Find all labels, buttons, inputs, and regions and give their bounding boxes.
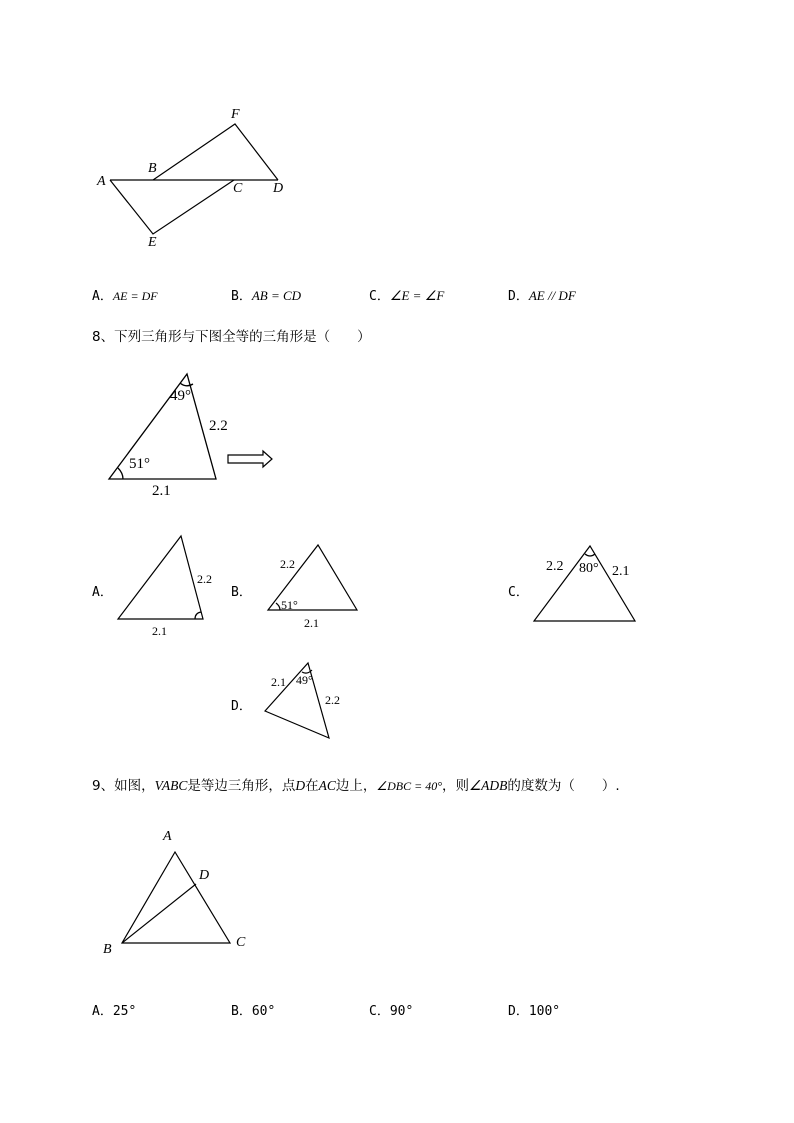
q8-option-d-side-left: 2.1 (271, 675, 286, 689)
q9-option-d[interactable] (508, 1000, 560, 1019)
q8-option-c[interactable]: C． (508, 585, 529, 600)
q8-option-b[interactable]: B． (231, 585, 252, 600)
q8-option-b-side-left: 2.2 (280, 557, 295, 571)
q9-option-a[interactable] (92, 1000, 136, 1019)
q9-stem-prefix: 9、如图， (92, 778, 155, 794)
q8-option-b-angle: 51° (281, 598, 298, 612)
q8-option-d-side-right: 2.2 (325, 693, 340, 707)
q9-option-c-letter: C． (369, 1004, 390, 1019)
q8-option-a-side-bottom: 2.1 (152, 624, 167, 638)
q9-option-c[interactable] (369, 1000, 413, 1019)
q9-label-d: D (199, 868, 210, 883)
q7-label-a: A (97, 174, 106, 189)
q9-stem-mid1: 是等边三角形，点 (187, 778, 296, 794)
q8-main-angle-left: 51° (129, 456, 150, 472)
q9-given-angle: ∠DBC = 40° (376, 779, 443, 793)
q7-label-e: E (148, 235, 157, 250)
q9-option-b-letter: B． (231, 1004, 252, 1019)
q8-option-a[interactable]: A． (92, 585, 113, 600)
q7-label-f: F (231, 107, 240, 122)
q9-stem-mid4: ，则 (442, 778, 470, 794)
q7-option-a-letter: A． (92, 289, 113, 304)
q8-option-c-side-left: 2.2 (546, 559, 564, 574)
q9-option-d-text: 100° (528, 1004, 561, 1019)
q7-label-d: D (273, 181, 284, 196)
q9-option-d-letter: D． (508, 1004, 529, 1019)
q9-option-b[interactable] (231, 1000, 275, 1019)
q8-main-side-bottom: 2.1 (152, 483, 171, 499)
q8-main-side-right: 2.2 (209, 418, 228, 434)
q7-option-a-text: AE = DF (112, 289, 158, 303)
q8-option-d[interactable]: D． (231, 699, 252, 714)
q8-option-c-angle: 80° (579, 561, 599, 576)
q9-asked-angle: ∠ADB (469, 778, 508, 793)
q7-option-b-letter: B． (231, 289, 252, 304)
q8-stem: 8、下列三角形与下图全等的三角形是（ ） (92, 329, 371, 345)
q9-stem-mid3: 边上， (335, 778, 377, 794)
q8-option-c-side-right: 2.1 (612, 564, 630, 579)
q7-option-c-text: ∠E = ∠F (389, 288, 445, 303)
q9-option-a-text: 25° (112, 1004, 137, 1019)
q8-option-a-side-right: 2.2 (197, 572, 212, 586)
q7-option-d-letter: D． (508, 289, 529, 304)
q8-main-angle-top: 49° (170, 388, 191, 404)
q9-stem-mid2: 在 (305, 778, 319, 794)
q9-label-a: A (163, 829, 172, 844)
q8-option-b-side-bottom: 2.1 (304, 616, 319, 630)
q9-option-a-letter: A． (92, 1004, 113, 1019)
q7-option-b-text: AB = CD (251, 288, 302, 303)
q9-label-b: B (103, 942, 112, 957)
q9-label-c: C (236, 935, 246, 950)
q9-point-d: D (295, 778, 306, 793)
q9-triangle-name: VABC (154, 778, 188, 793)
q9-option-b-text: 60° (251, 1004, 276, 1019)
q9-option-c-text: 90° (389, 1004, 414, 1019)
q7-label-c: C (233, 181, 243, 196)
q7-label-b: B (148, 161, 157, 176)
q7-option-c-letter: C． (369, 289, 390, 304)
q9-segment: AC (318, 778, 336, 793)
q9-segment-bd (122, 884, 196, 943)
q8-option-d-angle: 49° (296, 673, 313, 687)
q9-stem-end: 的度数为（ ）. (507, 778, 620, 794)
q7-option-d-text: AE // DF (528, 288, 576, 303)
